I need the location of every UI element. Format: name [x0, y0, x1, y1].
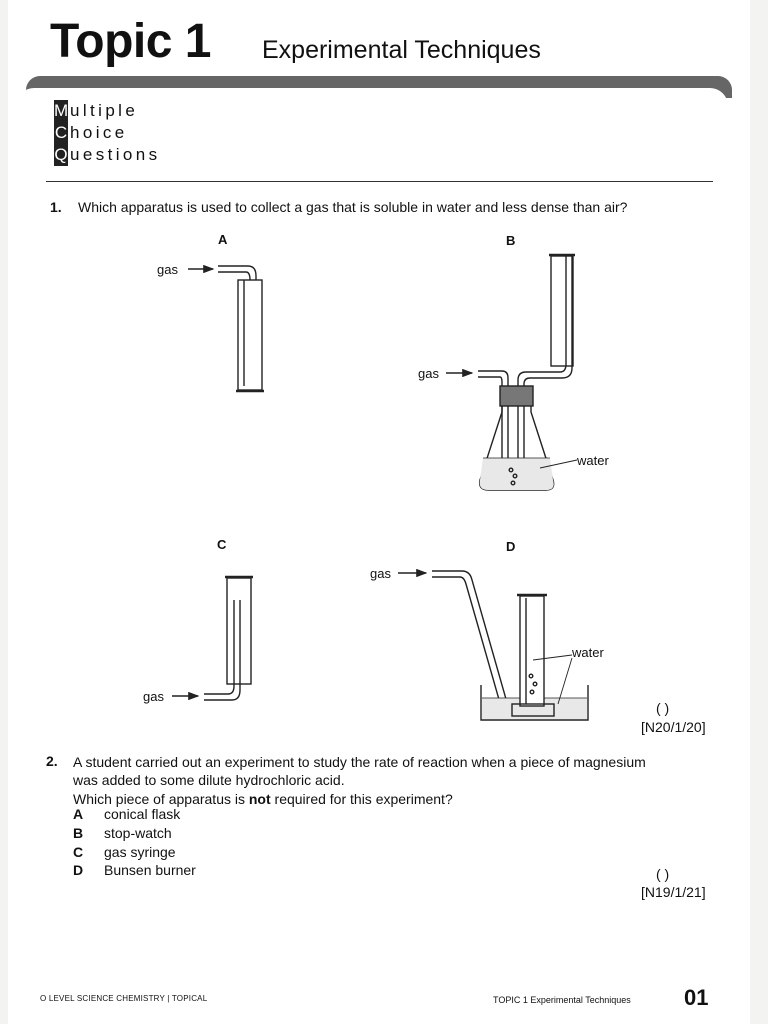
- delivery-tube-d: [432, 571, 528, 714]
- q2-option-letter: B: [73, 825, 84, 841]
- gas-jar-d: [520, 596, 544, 706]
- label-d: D: [506, 539, 516, 554]
- q2-question-emphasis: not: [248, 791, 271, 807]
- q2-option-text: gas syringe: [104, 844, 176, 860]
- gas-label-d: gas: [370, 566, 391, 581]
- q2-option-letter: A: [73, 806, 84, 822]
- topic-subtitle: Experimental Techniques: [262, 36, 541, 64]
- q2-text-line1: A student carried out an experiment to study the rate of reaction when a piece of magnesium: [73, 754, 646, 770]
- water-label-d: water: [572, 645, 604, 660]
- delivery-tube-c: [204, 600, 234, 694]
- outlet-tube-b: [518, 256, 566, 470]
- mcq-word: ultiple: [70, 101, 139, 120]
- gas-label-c: gas: [143, 689, 164, 704]
- q2-question-post: required for this experiment?: [270, 791, 453, 807]
- footer-topic: TOPIC 1 Experimental Techniques: [493, 995, 631, 1005]
- gas-jar-c: [227, 578, 251, 684]
- mcq-word: uestions: [70, 145, 161, 164]
- gas-jar-a: [238, 280, 262, 390]
- q1-reference: [N20/1/20]: [641, 719, 706, 735]
- q1-text: Which apparatus is used to collect a gas that is soluble in water and less dense than air?: [78, 199, 628, 215]
- water-b: [480, 458, 554, 490]
- gas-jar-b: [551, 256, 573, 366]
- q2-reference: [N19/1/21]: [641, 884, 706, 900]
- q1-answer-bracket[interactable]: ( ): [656, 700, 670, 716]
- gas-label-a: gas: [157, 262, 178, 277]
- mcq-initial: Q: [54, 145, 68, 164]
- water-label-b: water: [577, 453, 609, 468]
- topic-title: Topic 1: [50, 15, 211, 68]
- gas-label-b: gas: [418, 366, 439, 381]
- page-number: 01: [684, 985, 709, 1010]
- label-c: C: [217, 537, 227, 552]
- label-a: A: [218, 232, 228, 247]
- label-b: B: [506, 233, 516, 248]
- q2-option-text: conical flask: [104, 806, 181, 822]
- stopper-b: [500, 386, 533, 406]
- mcq-word: hoice: [70, 123, 128, 142]
- apparatus-b: [418, 255, 609, 490]
- mcq-initial: M: [54, 101, 69, 120]
- footer-series: O LEVEL SCIENCE CHEMISTRY | TOPICAL: [40, 994, 208, 1003]
- q2-question-pre: Which piece of apparatus is: [73, 791, 249, 807]
- q2-text-line2: was added to some dilute hydrochloric acid.: [73, 772, 345, 788]
- q1-number: 1.: [50, 199, 62, 215]
- q2-number: 2.: [46, 753, 58, 769]
- q2-option-text: Bunsen burner: [104, 862, 196, 878]
- q2-option-letter: D: [73, 862, 84, 878]
- apparatus-c: [143, 577, 253, 704]
- q2-answer-bracket[interactable]: ( ): [656, 866, 670, 882]
- mcq-initial: C: [54, 123, 68, 142]
- q2-option-letter: C: [73, 844, 84, 860]
- q2-option-text: stop-watch: [104, 825, 172, 841]
- apparatus-d: [370, 566, 604, 720]
- apparatus-a: [157, 262, 264, 391]
